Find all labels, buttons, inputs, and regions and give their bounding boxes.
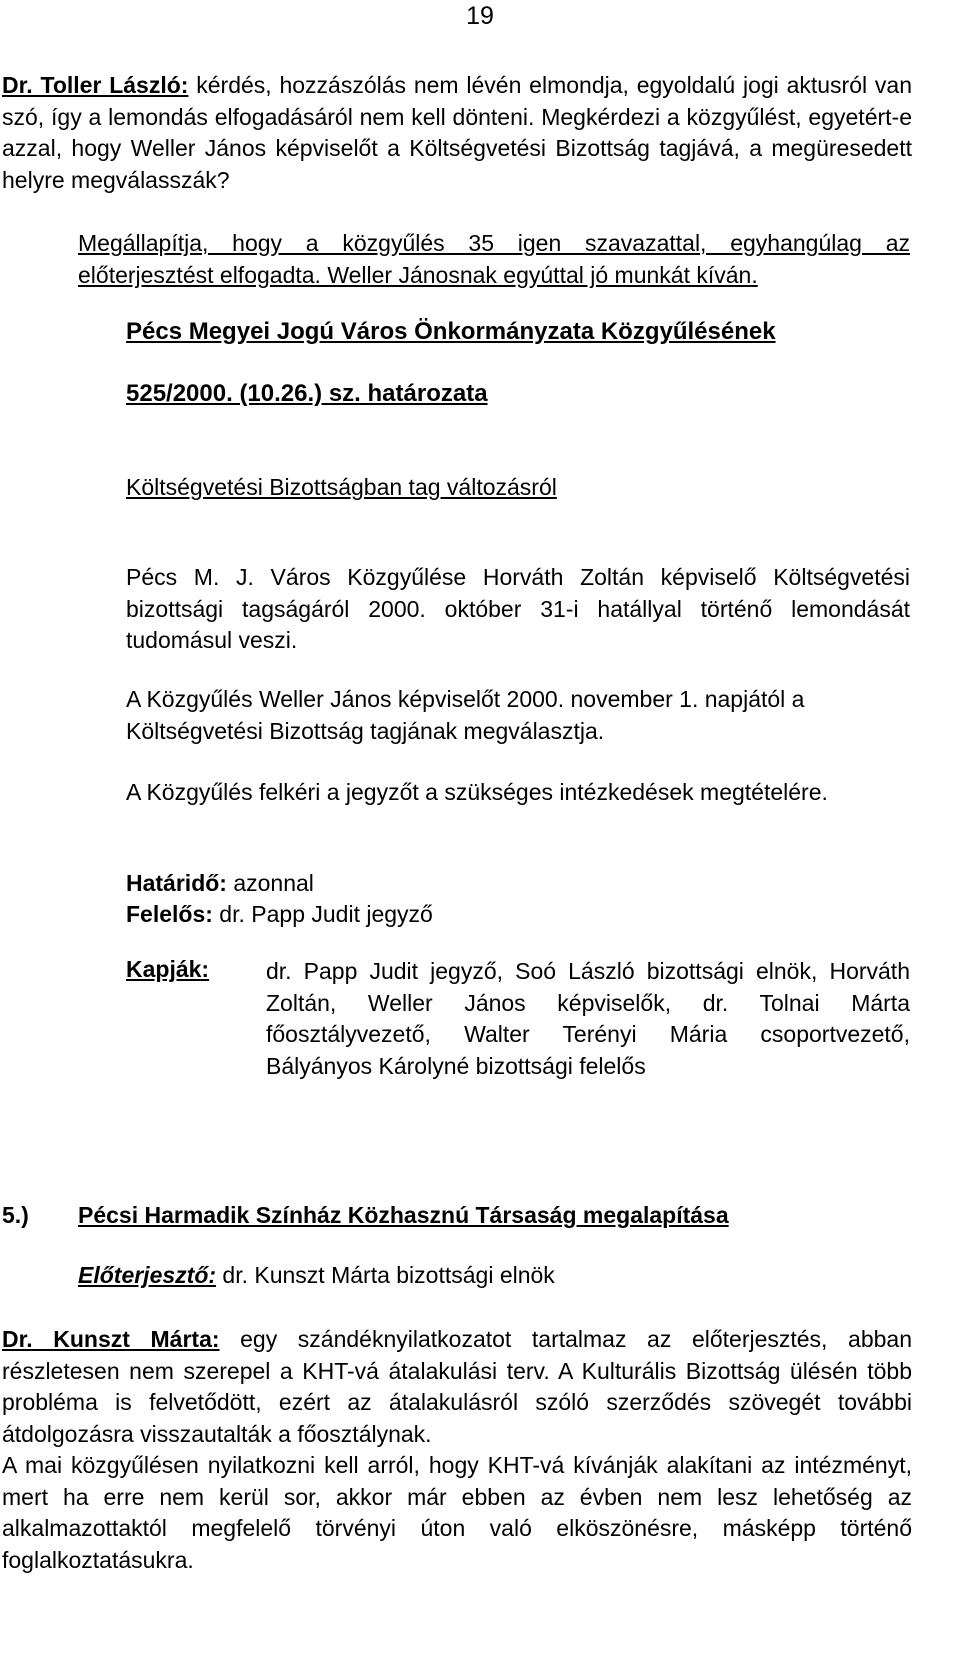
resolution-subject: Költségvetési Bizottságban tag változásról [126, 474, 557, 500]
deadline-line [126, 868, 910, 900]
responsible-value: dr. Papp Judit jegyző [212, 901, 433, 927]
resolution-heading-2: 525/2000. (10.26.) sz. határozata [126, 380, 488, 407]
toller-paragraph [2, 70, 912, 196]
speaker-name: Dr. Toller László: [2, 72, 189, 98]
resolution-heading-1: Pécs Megyei Jogú Város Önkormányzata Közgyűlésének [126, 318, 776, 345]
recipients-text: dr. Papp Judit jegyző, Soó László bizottsági elnök, Horváth Zoltán, Weller János képviselők, dr. Tolnai Márta főosztályvezető, Walter Terényi Mária csoportvezető, Bályányos Károlyné bizottsági felelős [266, 958, 910, 1079]
paragraph-text: egy szándéknyilatkozatot tartalmaz az előterjesztés, abban részletesen nem szerepel a KHT-vá átalakulási terv. A Kulturális Bizottság ülésén több probléma is felvetődött, ezért az átalakulásról szóló szerződés szövegét további átdolgozásra visszautalták a főosztálynak. [2, 1326, 912, 1447]
deadline-label: Határidő: [126, 870, 227, 896]
speaker-name: Dr. Kunszt Márta: [2, 1326, 220, 1352]
recipients-label: Kapják: [126, 956, 210, 982]
responsible-line [126, 899, 910, 931]
responsible-label: Felelős: [126, 901, 213, 927]
section-number: 5.) [2, 1202, 29, 1228]
closing-paragraph: A mai közgyűlésen nyilatkozni kell arról, hogy KHT-vá kívánják alakítani az intézményt, mert ha erre nem kerül sor, akkor már ebben az évben nem lesz lehetőség az alkalmazottaktól megfelelő törvényi úton való elköszönésre, másképp történő foglalkoztatásukra. [2, 1452, 912, 1573]
page-number: 19 [466, 2, 494, 30]
presenter-label: Előterjesztő: [78, 1262, 217, 1288]
kunszt-paragraph [2, 1324, 912, 1450]
presenter-value: dr. Kunszt Márta bizottsági elnök [216, 1262, 555, 1288]
resolution-paragraph-3: A Közgyűlés felkéri a jegyzőt a szükséges intézkedések megtételére. [126, 779, 828, 805]
presenter-line [78, 1262, 555, 1289]
resolution-paragraph-1: Pécs M. J. Város Közgyűlése Horváth Zoltán képviselő Költségvetési bizottsági tagságáról 2000. október 31-i hatállyal történő lemondását tudomásul veszi. [126, 564, 910, 653]
section-title: Pécsi Harmadik Színház Közhasznú Társaság megalapítása [78, 1202, 729, 1228]
resolution-paragraph-2: A Közgyűlés Weller János képviselőt 2000. november 1. napjától a Költségvetési Bizottság tagjának megválasztja. [126, 686, 805, 744]
vote-result-paragraph: Megállapítja, hogy a közgyűlés 35 igen szavazattal, egyhangúlag az előterjesztést elfogadta. Weller Jánosnak egyúttal jó munkát kíván. [78, 230, 910, 288]
paragraph-text: kérdés, hozzászólás nem lévén elmondja, egyoldalú jogi aktusról van szó, így a lemondás elfogadásáról nem kell dönteni. Megkérdezi a közgyűlést, egyetért-e azzal, hogy Weller János képviselőt a Költségvetési Bizottság tagjává, a megüresedett helyre megválasszák? [2, 72, 913, 193]
deadline-value: azonnal [226, 870, 314, 896]
